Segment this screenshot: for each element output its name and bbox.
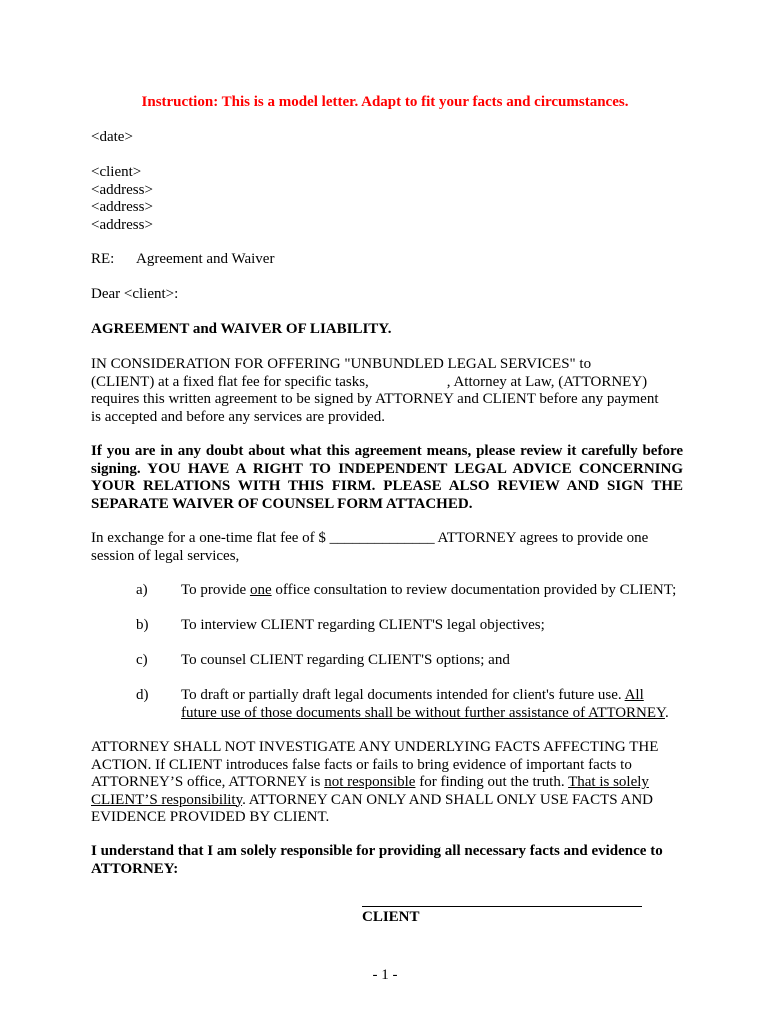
signature-label: CLIENT [362,909,420,925]
list-text: To counsel CLIENT regarding CLIENT'S options; and [181,652,510,668]
paragraph-line [91,774,683,792]
doubt-paragraph: If you are in any doubt about what this agreement means, please review it carefully before signing. YOU HAVE A RIGHT TO INDEPENDENT LEGAL ADVICE CONCERNING YOUR RELATIONS WITH THIS FIRM. PLEASE ALSO REVIEW AND SIGN THE SEPARATE WAIVER OF COUNSEL FORM ATTACHED. [91,443,683,512]
paragraph-line: ACTION. If CLIENT introduces false facts or fails to bring evidence of important facts to [91,756,632,773]
list-text [181,582,696,600]
date-placeholder: <date> [91,129,133,145]
list-text [181,687,696,722]
address-line: <address> [91,216,153,233]
salutation: Dear <client>: [91,286,179,302]
text-span: To provide [181,582,250,598]
re-subject: Agreement and Waiver [136,251,275,267]
underlined-text: future use of those documents shall be without further assistance of ATTORNEY [181,704,665,721]
client-line: <client> [91,164,142,180]
fee-paragraph [91,530,683,565]
paragraph-line [91,792,683,810]
text-span: ATTORNEY’S office, ATTORNEY is [91,774,325,790]
paragraph-line: is accepted and before any services are provided. [91,408,386,425]
paragraph-line: EVIDENCE PROVIDED BY CLIENT. [91,809,330,825]
list-marker: d) [136,687,149,703]
list-marker: b) [136,617,149,633]
address-line: <address> [91,199,153,215]
paragraph-line [91,374,683,392]
address-line: <address> [91,181,153,198]
paragraph-line: ATTORNEY SHALL NOT INVESTIGATE ANY UNDERLYING FACTS AFFECTING THE [91,739,659,755]
list-text: To interview CLIENT regarding CLIENT'S legal objectives; [181,617,545,633]
client-address-block [91,164,683,234]
text-span: for finding out the truth. [415,774,569,790]
underlined-text: CLIENT’S responsibility [91,791,243,808]
investigation-paragraph [91,739,683,827]
paragraph-line: requires this written agreement to be signed by ATTORNEY and CLIENT before any payment [91,391,659,407]
text-span: office consultation to review documentation provided by CLIENT; [271,582,677,598]
line-text: , Attorney at Law, (ATTORNEY) [446,373,648,390]
page-number: - 1 - [372,967,398,983]
line-text: (CLIENT) at a fixed flat fee for specific tasks, [91,373,369,390]
text-span: . [664,704,669,721]
list-marker: a) [136,582,148,598]
underlined-text: That is solely [568,774,649,790]
re-label: RE: [91,251,115,267]
instruction-note: Instruction: This is a model letter. Adapt to fit your facts and circumstances. [141,94,629,110]
underlined-text: not responsible [324,774,416,790]
underlined-text: one [249,582,272,598]
acknowledgement-statement: I understand that I am solely responsible for providing all necessary facts and evidence to ATTORNEY: [91,843,663,877]
consideration-paragraph [91,356,683,426]
re-line [91,251,683,269]
paragraph-line: In exchange for a one-time flat fee of $ ______________ ATTORNEY agrees to provide one [91,530,649,546]
paragraph-line: session of legal services, [91,547,240,564]
paragraph-line: IN CONSIDERATION FOR OFFERING "UNBUNDLED LEGAL SERVICES" to [91,356,592,372]
list-marker: c) [136,652,148,668]
text-span: To draft or partially draft legal documents intended for client's future use. [181,687,625,703]
text-span: . ATTORNEY CAN ONLY AND SHALL ONLY USE FACTS AND [242,791,654,808]
underlined-text: All [624,687,644,703]
signature-line [362,906,642,907]
agreement-heading: AGREEMENT and WAIVER OF LIABILITY. [91,321,392,337]
